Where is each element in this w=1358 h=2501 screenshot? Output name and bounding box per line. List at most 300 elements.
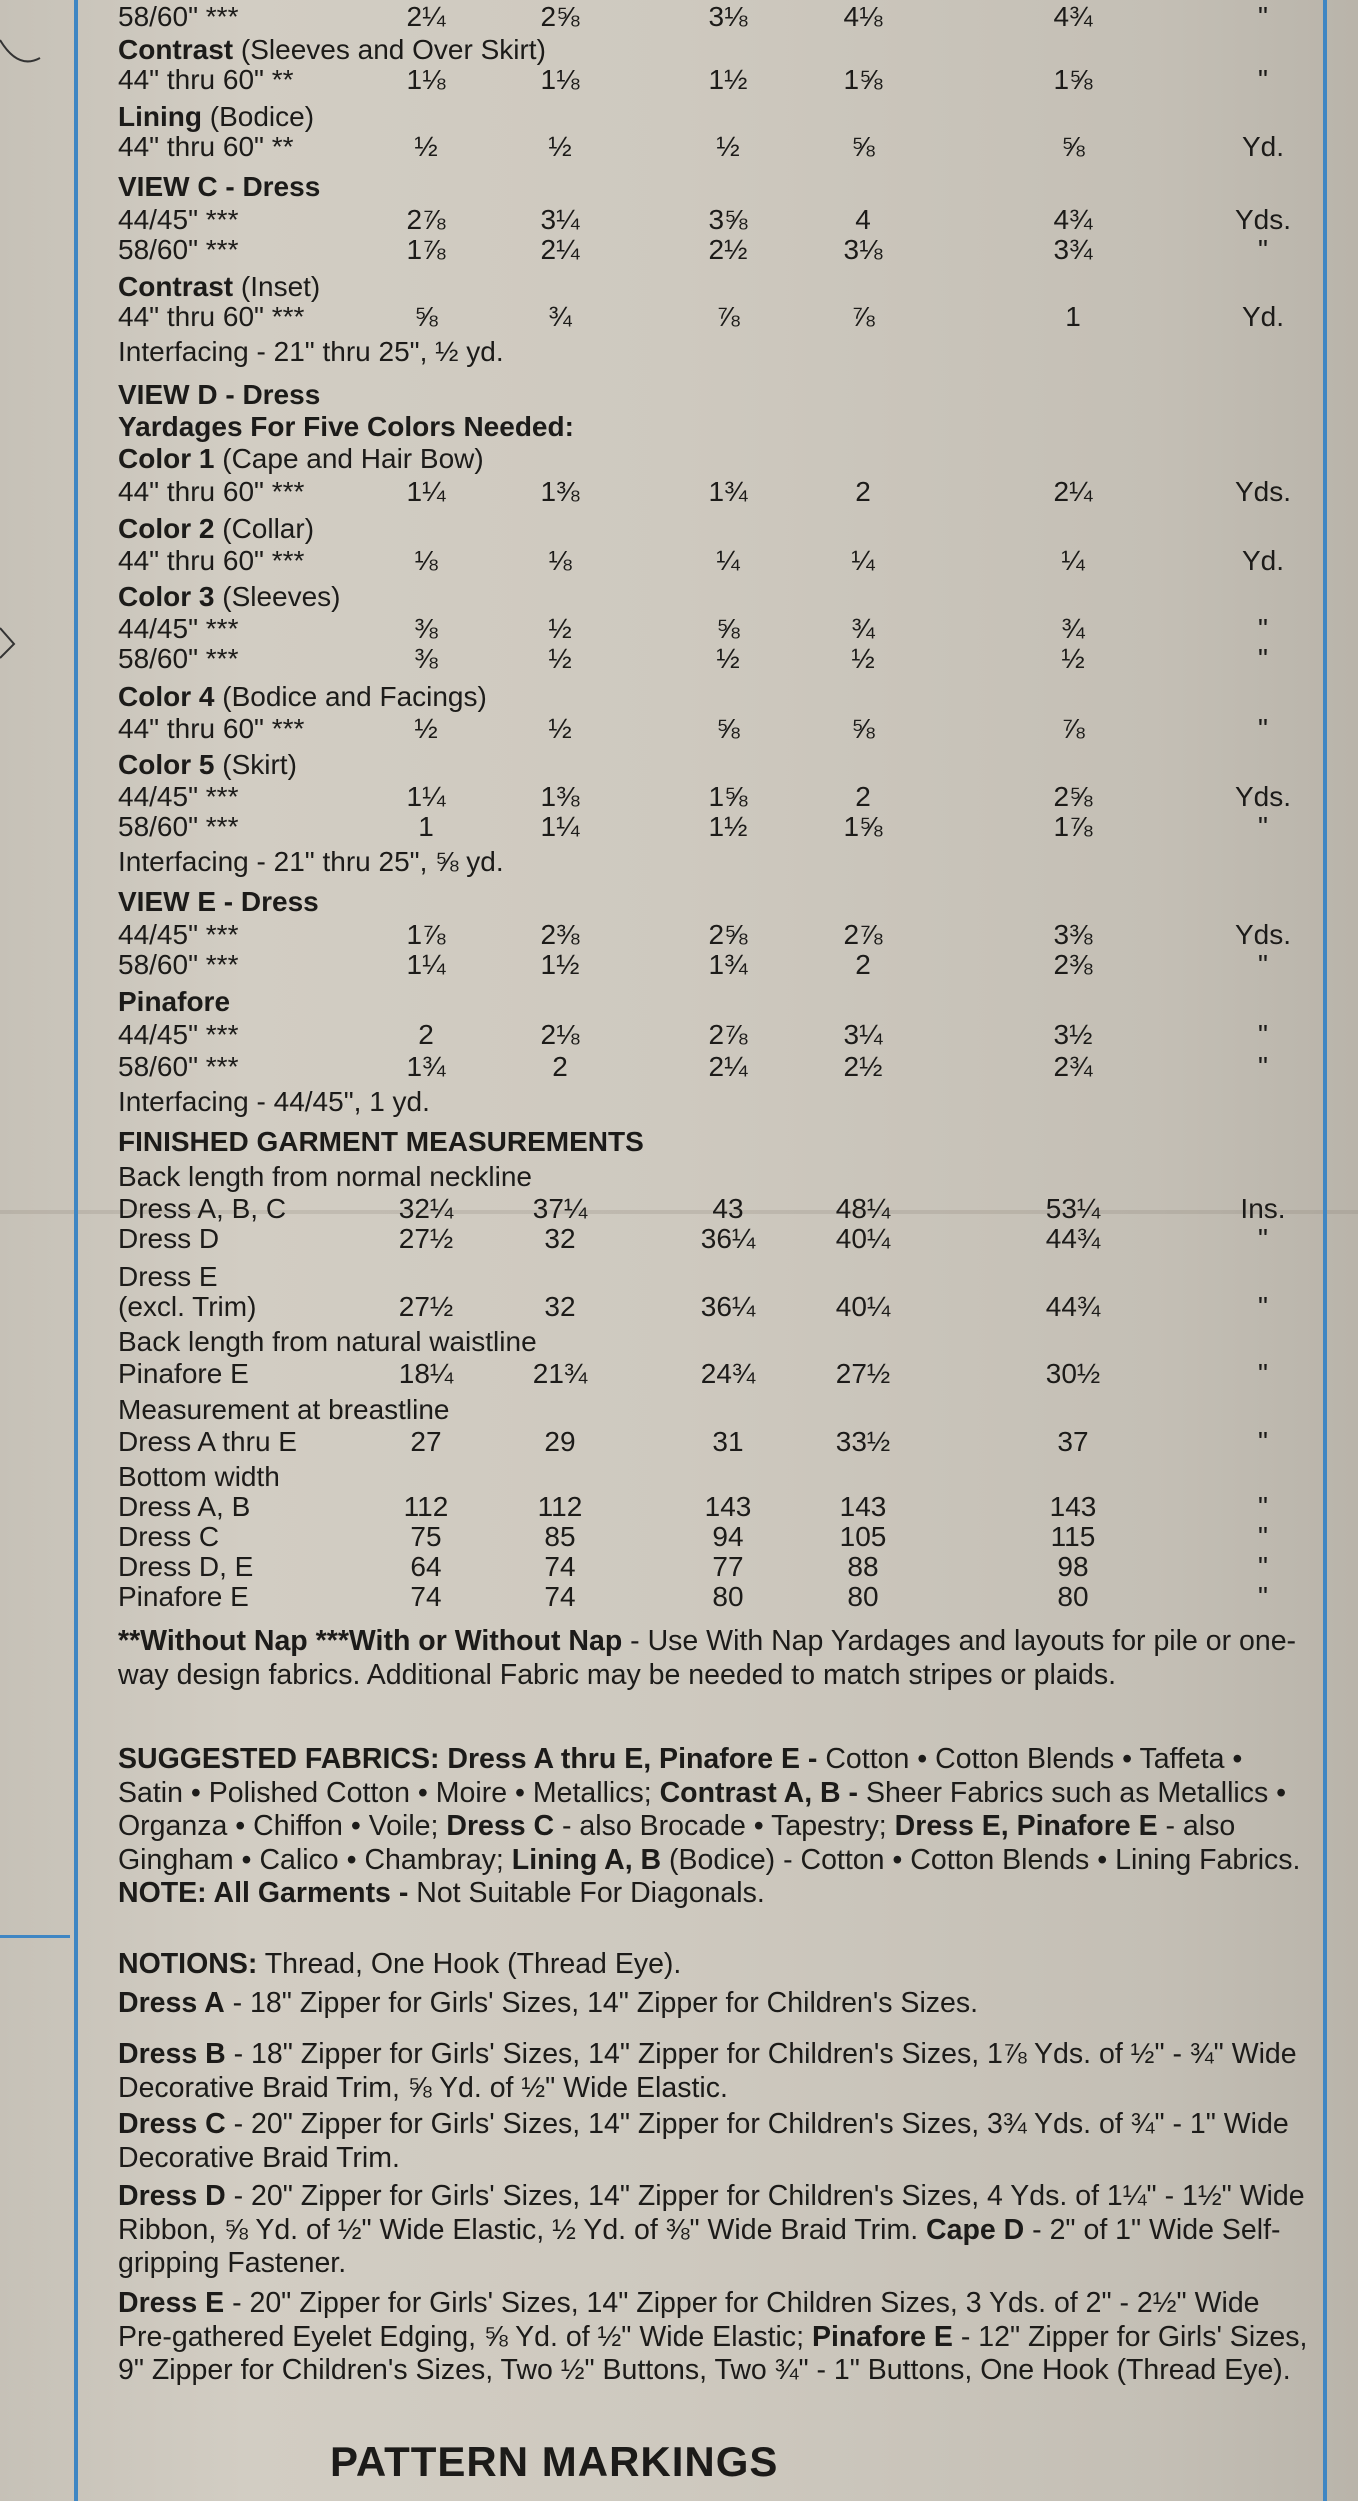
left-strip-divider [0, 1935, 70, 1938]
size-value-cell: 2¼ [540, 234, 580, 265]
row-label-text: 44/45" *** [118, 1019, 239, 1050]
size-value-cell: 85 [544, 1521, 576, 1552]
size-value-cell: 1⅛ [406, 64, 446, 95]
size-value-cell: 27 [410, 1426, 442, 1457]
size-value-cell: 115 [1050, 1521, 1096, 1552]
size-value-cell: ¼ [716, 545, 740, 576]
body-text: - 20" Zipper for Girls' Sizes, 14" Zipper for Children Sizes, 3 Yds. of 2" - 2½" Wide Pre-gathered Eyelet Edging, ⅝ Yd. of ½" Wide Elastic; [118, 2287, 1260, 2353]
body-text: - Use With Nap Yardages and layouts for pile or one-way design fabrics. Additional Fabric may be needed to match stripes or plaids. [118, 1625, 1297, 1691]
size-value-cell: 4 [855, 204, 871, 235]
size-value-cell: 3⅝ [708, 204, 748, 235]
row-label-text: 44/45" *** [118, 204, 239, 235]
row-label-text: 58/60" *** [118, 643, 239, 674]
row-label-text: Back length from natural waistline [118, 1326, 537, 1357]
size-value-cell: 4¾ [1053, 1, 1093, 32]
bold-term: SUGGESTED FABRICS: Dress A thru E, Pinafore E - [118, 1743, 818, 1775]
size-value-cell: 4¾ [1053, 204, 1093, 235]
row-label-bold: Yardages For Five Colors Needed: [118, 411, 574, 442]
size-value-cell: ⅛ [548, 545, 572, 576]
size-value-cell: 36¼ [700, 1223, 756, 1254]
size-value-cell: 32¼ [398, 1193, 454, 1224]
row-label [118, 270, 320, 303]
size-value-cell: 1 [418, 811, 434, 842]
row-label-bold: VIEW D - Dress [118, 379, 321, 410]
size-value-cell: 1¾ [708, 949, 748, 980]
row-label-text: Measurement at breastline [118, 1394, 450, 1425]
size-value-cell: 64 [410, 1551, 442, 1582]
size-value-cell: 29 [544, 1426, 576, 1457]
bold-term: Dress D [118, 2180, 226, 2212]
size-value-cell: 1⅝ [1053, 64, 1093, 95]
row-label [118, 1460, 280, 1493]
body-text: - 20" Zipper for Girls' Sizes, 14" Zipper for Children's Sizes, 4 Yds. of 1¼" - 1½" Wide Ribbon, ⅝ Yd. of ½" Wide Elastic, ½ Yd. of ⅜" Wide Braid Trim. [118, 2180, 1305, 2246]
row-label-bold: VIEW C - Dress [118, 171, 321, 202]
suggested-fabrics [118, 1743, 1308, 1911]
size-value-cell: 112 [403, 1491, 449, 1522]
size-value-cell: 1¼ [406, 949, 446, 980]
row-label-bold: Color 4 [118, 681, 215, 712]
size-value-cell: 40¼ [835, 1291, 891, 1322]
row-label [118, 300, 304, 333]
size-value-cell: 27½ [398, 1291, 454, 1322]
size-value-cell: 1½ [708, 64, 748, 95]
size-value-cell: 43 [712, 1193, 744, 1224]
size-value-cell: 112 [537, 1491, 583, 1522]
size-value-cell: 1⅜ [540, 781, 580, 812]
row-label-text: (Cape and Hair Bow) [214, 443, 484, 474]
row-label [118, 33, 546, 66]
row-label [118, 1520, 219, 1553]
row-label-bold: Contrast [118, 34, 234, 65]
row-label [118, 948, 238, 981]
row-label-text: Dress A, B, C [118, 1193, 287, 1224]
size-value-cell: 3¼ [843, 1019, 883, 1050]
size-value-cell: 21¾ [532, 1358, 588, 1389]
dress-b-notions [118, 2038, 1308, 2105]
row-label-text: (Inset) [233, 271, 321, 302]
size-value-cell: ½ [716, 131, 740, 162]
size-value-cell: ¾ [548, 301, 572, 332]
row-label-text: 44" thru 60" *** [118, 476, 305, 507]
row-label [118, 1580, 249, 1613]
unit-cell: Yd. [1241, 301, 1285, 332]
row-label-text: Dress A, B [118, 1491, 251, 1522]
size-value-cell: 2¾ [1053, 1051, 1093, 1082]
size-value-cell: ½ [716, 643, 740, 674]
row-label [118, 1192, 286, 1225]
row-label [118, 410, 574, 443]
row-label [118, 918, 238, 951]
size-value-cell: ½ [548, 131, 572, 162]
size-value-cell: 1½ [540, 949, 580, 980]
size-value-cell: ⅝ [716, 613, 740, 644]
size-value-cell: 37¼ [532, 1193, 588, 1224]
unit-cell: " [1258, 1551, 1268, 1582]
size-value-cell: ⅞ [1061, 713, 1085, 744]
size-value-cell: 2⅛ [540, 1019, 580, 1050]
row-label [118, 810, 238, 843]
row-label-text: Interfacing - 21" thru 25", ½ yd. [118, 336, 504, 367]
row-label-text: Bottom width [118, 1461, 280, 1492]
unit-cell: Yds. [1234, 204, 1292, 235]
bold-term: Cape D [926, 2213, 1025, 2246]
size-value-cell: 143 [839, 1491, 887, 1522]
size-value-cell: 2¼ [406, 1, 446, 32]
size-value-cell: 18¼ [398, 1358, 454, 1389]
row-label [118, 0, 238, 33]
size-value-cell: 31 [712, 1426, 744, 1457]
notions [118, 1948, 1308, 1982]
unit-cell: " [1258, 949, 1268, 980]
row-label [118, 680, 487, 713]
body-text: Not Suitable For Diagonals. [408, 1877, 765, 1909]
size-value-cell: 1⅝ [843, 811, 883, 842]
unit-cell: " [1258, 1223, 1268, 1254]
row-label-text: (Bodice and Facings) [214, 681, 487, 712]
row-label-text: 44/45" *** [118, 781, 239, 812]
size-value-cell: ½ [1061, 643, 1085, 674]
size-value-cell: 143 [704, 1491, 752, 1522]
unit-cell: Yds. [1234, 476, 1292, 507]
row-label [118, 544, 304, 577]
row-label-text: (Sleeves and Over Skirt) [233, 34, 546, 65]
row-label [118, 203, 238, 236]
size-value-cell: ⅝ [851, 713, 875, 744]
unit-cell: " [1258, 613, 1268, 644]
size-value-cell: 2 [855, 949, 871, 980]
pattern-markings-heading: PATTERN MARKINGS [330, 2438, 779, 2485]
size-value-cell: 74 [410, 1581, 442, 1612]
row-label [118, 442, 484, 475]
unit-cell: Yds. [1234, 781, 1292, 812]
row-label [118, 100, 314, 133]
size-value-cell: 1⅜ [540, 476, 580, 507]
size-value-cell: 2 [418, 1019, 434, 1050]
row-label-text: Pinafore E [118, 1581, 249, 1612]
row-label-text: 44" thru 60" *** [118, 545, 305, 576]
size-value-cell: ½ [414, 713, 438, 744]
size-value-cell: 2⅜ [1053, 949, 1093, 980]
bold-term: **Without Nap ***With or Without Nap [118, 1625, 623, 1657]
unit-cell: Ins. [1240, 1193, 1286, 1224]
size-value-cell: 1⅝ [843, 64, 883, 95]
unit-cell: " [1258, 643, 1268, 674]
size-value-cell: 53¼ [1045, 1193, 1101, 1224]
row-label [118, 712, 304, 745]
sketch-fragment-top [0, 0, 70, 90]
left-border-line [74, 0, 78, 2501]
size-value-cell: 2⅝ [540, 1, 580, 32]
row-label-text: 44/45" *** [118, 613, 239, 644]
size-value-cell: 1½ [708, 811, 748, 842]
row-label [118, 233, 238, 266]
size-value-cell: 88 [847, 1551, 879, 1582]
row-label-bold: Color 5 [118, 749, 215, 780]
size-value-cell: ¼ [851, 545, 875, 576]
bold-term: Lining A, B [511, 1843, 662, 1876]
size-value-cell: 80 [712, 1581, 744, 1612]
row-label-text: Interfacing - 21" thru 25", ⅝ yd. [118, 846, 504, 877]
size-value-cell: 1¾ [708, 476, 748, 507]
row-label [118, 170, 320, 203]
size-value-cell: 44¾ [1045, 1291, 1101, 1322]
row-label-text: Back length from normal neckline [118, 1161, 532, 1192]
row-label-text: (Skirt) [214, 749, 297, 780]
unit-cell: " [1258, 1581, 1268, 1612]
size-value-cell: 1¼ [406, 476, 446, 507]
size-value-cell: 2½ [708, 234, 748, 265]
row-label [118, 1160, 532, 1193]
row-label [118, 378, 320, 411]
size-value-cell: ⅝ [851, 131, 875, 162]
size-value-cell: ½ [851, 643, 875, 674]
row-label-bold: Lining [118, 101, 202, 132]
body-text: Sheer Fabrics such as Metallics • Organza • Chiffon • Voile; [118, 1776, 1287, 1842]
row-label-text: Dress C [118, 1521, 220, 1552]
size-value-cell: 4⅛ [843, 1, 883, 32]
size-value-cell: ½ [414, 131, 438, 162]
bold-term: Pinafore E [811, 2320, 953, 2353]
row-label-text: 44" thru 60" ** [118, 64, 294, 95]
row-label-text: 58/60" *** [118, 1051, 239, 1082]
row-label-text: Dress A thru E [118, 1426, 297, 1457]
size-value-cell: 37 [1057, 1426, 1089, 1457]
size-value-cell: 24¾ [700, 1358, 756, 1389]
size-value-cell: 80 [847, 1581, 879, 1612]
body-text: Cotton • Cotton Blends • Taffeta • Satin • Polished Cotton • Moire • Metallics; [118, 1743, 1243, 1809]
size-value-cell: ¾ [851, 613, 875, 644]
size-value-cell: 2¼ [1053, 476, 1093, 507]
body-text: Thread, One Hook (Thread Eye). [257, 1948, 682, 1980]
row-label-text: 44" thru 60" ** [118, 131, 294, 162]
row-label [118, 885, 319, 918]
size-value-cell: 1⅞ [1053, 811, 1093, 842]
unit-cell: " [1258, 1019, 1268, 1050]
row-label-bold: FINISHED GARMENT MEASUREMENTS [118, 1126, 644, 1157]
size-value-cell: 33½ [835, 1426, 891, 1457]
size-value-cell: 44¾ [1045, 1223, 1101, 1254]
bold-term: NOTE: All Garments - [118, 1877, 409, 1909]
bold-term: Dress E, Pinafore E [894, 1810, 1158, 1842]
row-label [118, 985, 230, 1018]
size-value-cell: 1⅞ [406, 234, 446, 265]
unit-cell: Yd. [1241, 545, 1285, 576]
unit-cell: Yd. [1241, 131, 1285, 162]
row-label-text: 58/60" *** [118, 234, 239, 265]
body-text: - 20" Zipper for Girls' Sizes, 14" Zipper for Children's Sizes, 3¾ Yds. of ¾" - 1" Wide Decorative Braid Trim. [118, 2108, 1289, 2174]
size-value-cell: 3¼ [540, 204, 580, 235]
row-label-text: Dress E [118, 1261, 218, 1292]
row-label [118, 642, 238, 675]
size-value-cell: 1¼ [406, 781, 446, 812]
row-label [118, 1018, 238, 1051]
size-value-cell: 30½ [1045, 1358, 1101, 1389]
size-value-cell: 80 [1057, 1581, 1089, 1612]
size-value-cell: 105 [839, 1521, 887, 1552]
row-label-bold: Color 2 [118, 513, 215, 544]
row-label-text: 58/60" *** [118, 1, 239, 32]
unit-cell: " [1258, 713, 1268, 744]
size-value-cell: 74 [544, 1551, 576, 1582]
size-value-cell: 94 [712, 1521, 744, 1552]
size-value-cell: 143 [1049, 1491, 1097, 1522]
size-value-cell: 3⅛ [843, 234, 883, 265]
body-text: - 2" of 1" Wide Self-gripping Fastener. [118, 2213, 1281, 2279]
row-label [118, 748, 297, 781]
row-label [118, 1222, 219, 1255]
body-text: - also Brocade • Tapestry; [554, 1810, 895, 1842]
body-text: - 18" Zipper for Girls' Sizes, 14" Zipper for Children's Sizes. [224, 1987, 979, 2019]
row-label [118, 1393, 450, 1426]
body-text: - also Gingham • Calico • Chambray; [118, 1810, 1236, 1876]
size-value-cell: 32 [544, 1223, 576, 1254]
row-label [118, 580, 341, 613]
size-value-cell: 3¾ [1053, 234, 1093, 265]
row-label-text: (Sleeves) [214, 581, 341, 612]
size-value-cell: ½ [548, 613, 572, 644]
size-value-cell: ½ [548, 643, 572, 674]
size-value-cell: 2 [552, 1051, 568, 1082]
size-value-cell: 2⅞ [708, 1019, 748, 1050]
size-value-cell: ⅞ [851, 301, 875, 332]
row-label-text: (Bodice) [201, 101, 315, 132]
unit-cell: " [1258, 1051, 1268, 1082]
dress-a-notions [118, 1987, 1308, 2021]
size-value-cell: 32 [544, 1291, 576, 1322]
row-label [118, 475, 304, 508]
dress-c-notions [118, 2108, 1308, 2175]
bold-term: Dress A [118, 1987, 225, 2019]
size-value-cell: 98 [1057, 1551, 1089, 1582]
row-label-text: 58/60" *** [118, 811, 239, 842]
size-value-cell: 27½ [835, 1358, 891, 1389]
body-text: (Bodice) - Cotton • Cotton Blends • Lining Fabrics. [661, 1843, 1301, 1876]
size-value-cell: 2⅝ [708, 919, 748, 950]
size-value-cell: 48¼ [835, 1193, 891, 1224]
size-value-cell: ⅝ [1061, 131, 1085, 162]
bold-term: Dress C [118, 2108, 226, 2140]
size-value-cell: 2 [855, 781, 871, 812]
row-label [118, 130, 294, 163]
bold-term: Contrast A, B - [659, 1776, 859, 1809]
size-value-cell: 27½ [398, 1223, 454, 1254]
size-value-cell: 40¼ [835, 1223, 891, 1254]
row-label-text: 44" thru 60" *** [118, 713, 305, 744]
row-label [118, 845, 504, 878]
row-label-text: (excl. Trim) [118, 1291, 257, 1322]
size-value-cell: 2⅜ [540, 919, 580, 950]
unit-cell: " [1258, 1358, 1268, 1389]
row-label-bold: Pinafore [118, 986, 231, 1017]
size-value-cell: 3⅜ [1053, 919, 1093, 950]
size-value-cell: 1 [1065, 301, 1081, 332]
size-value-cell: ¼ [1061, 545, 1085, 576]
row-label [118, 1425, 297, 1458]
size-value-cell: 77 [712, 1551, 744, 1582]
row-label [118, 1260, 218, 1293]
size-value-cell: ½ [548, 713, 572, 744]
row-label-text: 58/60" *** [118, 949, 239, 980]
unit-cell: " [1258, 1426, 1268, 1457]
size-value-cell: 2¼ [708, 1051, 748, 1082]
row-label [118, 335, 504, 368]
unit-cell: " [1258, 811, 1268, 842]
row-label [118, 1357, 249, 1390]
unit-cell: " [1258, 1491, 1268, 1522]
size-value-cell: ⅛ [414, 545, 438, 576]
size-value-cell: 2½ [843, 1051, 883, 1082]
bold-term: Dress E [118, 2287, 225, 2319]
size-value-cell: 1⅞ [406, 919, 446, 950]
row-label-text: Interfacing - 44/45", 1 yd. [118, 1086, 430, 1117]
row-label-text: (Collar) [214, 513, 315, 544]
row-label-bold: Color 3 [118, 581, 215, 612]
unit-cell: " [1258, 1521, 1268, 1552]
row-label-bold: Color 1 [118, 443, 215, 474]
row-label [118, 63, 294, 96]
row-label [118, 612, 238, 645]
nap-note [118, 1625, 1308, 1692]
size-value-cell: 1⅛ [540, 64, 580, 95]
size-value-cell: 2 [855, 476, 871, 507]
row-label-text: Dress D, E [118, 1551, 254, 1582]
size-value-cell: ¾ [1061, 613, 1085, 644]
size-value-cell: 75 [410, 1521, 442, 1552]
row-label [118, 1125, 644, 1158]
size-value-cell: ⅜ [414, 643, 438, 674]
row-label [118, 512, 314, 545]
size-value-cell: 2⅝ [1053, 781, 1093, 812]
size-value-cell: 2⅞ [406, 204, 446, 235]
row-label-text: Pinafore E [118, 1358, 249, 1389]
size-value-cell: 74 [544, 1581, 576, 1612]
dress-e-notions [118, 2287, 1308, 2388]
row-label-text: 44" thru 60" *** [118, 301, 305, 332]
size-value-cell: 1¼ [540, 811, 580, 842]
unit-cell: " [1258, 234, 1268, 265]
size-value-cell: ⅞ [716, 301, 740, 332]
row-label-bold: Contrast [118, 271, 234, 302]
dress-d-notions [118, 2180, 1308, 2281]
size-value-cell: 36¼ [700, 1291, 756, 1322]
row-label [118, 1290, 256, 1323]
body-text: - 12" Zipper for Girls' Sizes, 9" Zipper for Children's Sizes, Two ½" Buttons, Two ¾" - 1" Buttons, One Hook (Thread Eye). [118, 2320, 1308, 2386]
row-label [118, 780, 238, 813]
right-border-line [1323, 0, 1327, 2501]
size-value-cell: 3½ [1053, 1019, 1093, 1050]
row-label [118, 1490, 250, 1523]
size-value-cell: 3⅛ [708, 1, 748, 32]
row-label [118, 1050, 238, 1083]
row-label-bold: VIEW E - Dress [118, 886, 319, 917]
bold-term: NOTIONS: [118, 1948, 258, 1980]
size-value-cell: ⅝ [716, 713, 740, 744]
body-text: - 18" Zipper for Girls' Sizes, 14" Zipper for Children's Sizes, 1⅞ Yds. of ½" - ¾" Wide Decorative Braid Trim, ⅝ Yd. of ½" Wide Elastic. [118, 2038, 1297, 2104]
unit-cell: " [1258, 1, 1268, 32]
row-label [118, 1085, 430, 1118]
row-label [118, 1550, 253, 1583]
unit-cell: " [1258, 1291, 1268, 1322]
unit-cell: Yds. [1234, 919, 1292, 950]
size-value-cell: ⅝ [414, 301, 438, 332]
unit-cell: " [1258, 64, 1268, 95]
size-value-cell: 1⅝ [708, 781, 748, 812]
bold-term: Dress C [446, 1810, 555, 1842]
size-value-cell: ⅜ [414, 613, 438, 644]
size-value-cell: 1¾ [406, 1051, 446, 1082]
row-label-text: Dress D [118, 1223, 220, 1254]
size-value-cell: 2⅞ [843, 919, 883, 950]
